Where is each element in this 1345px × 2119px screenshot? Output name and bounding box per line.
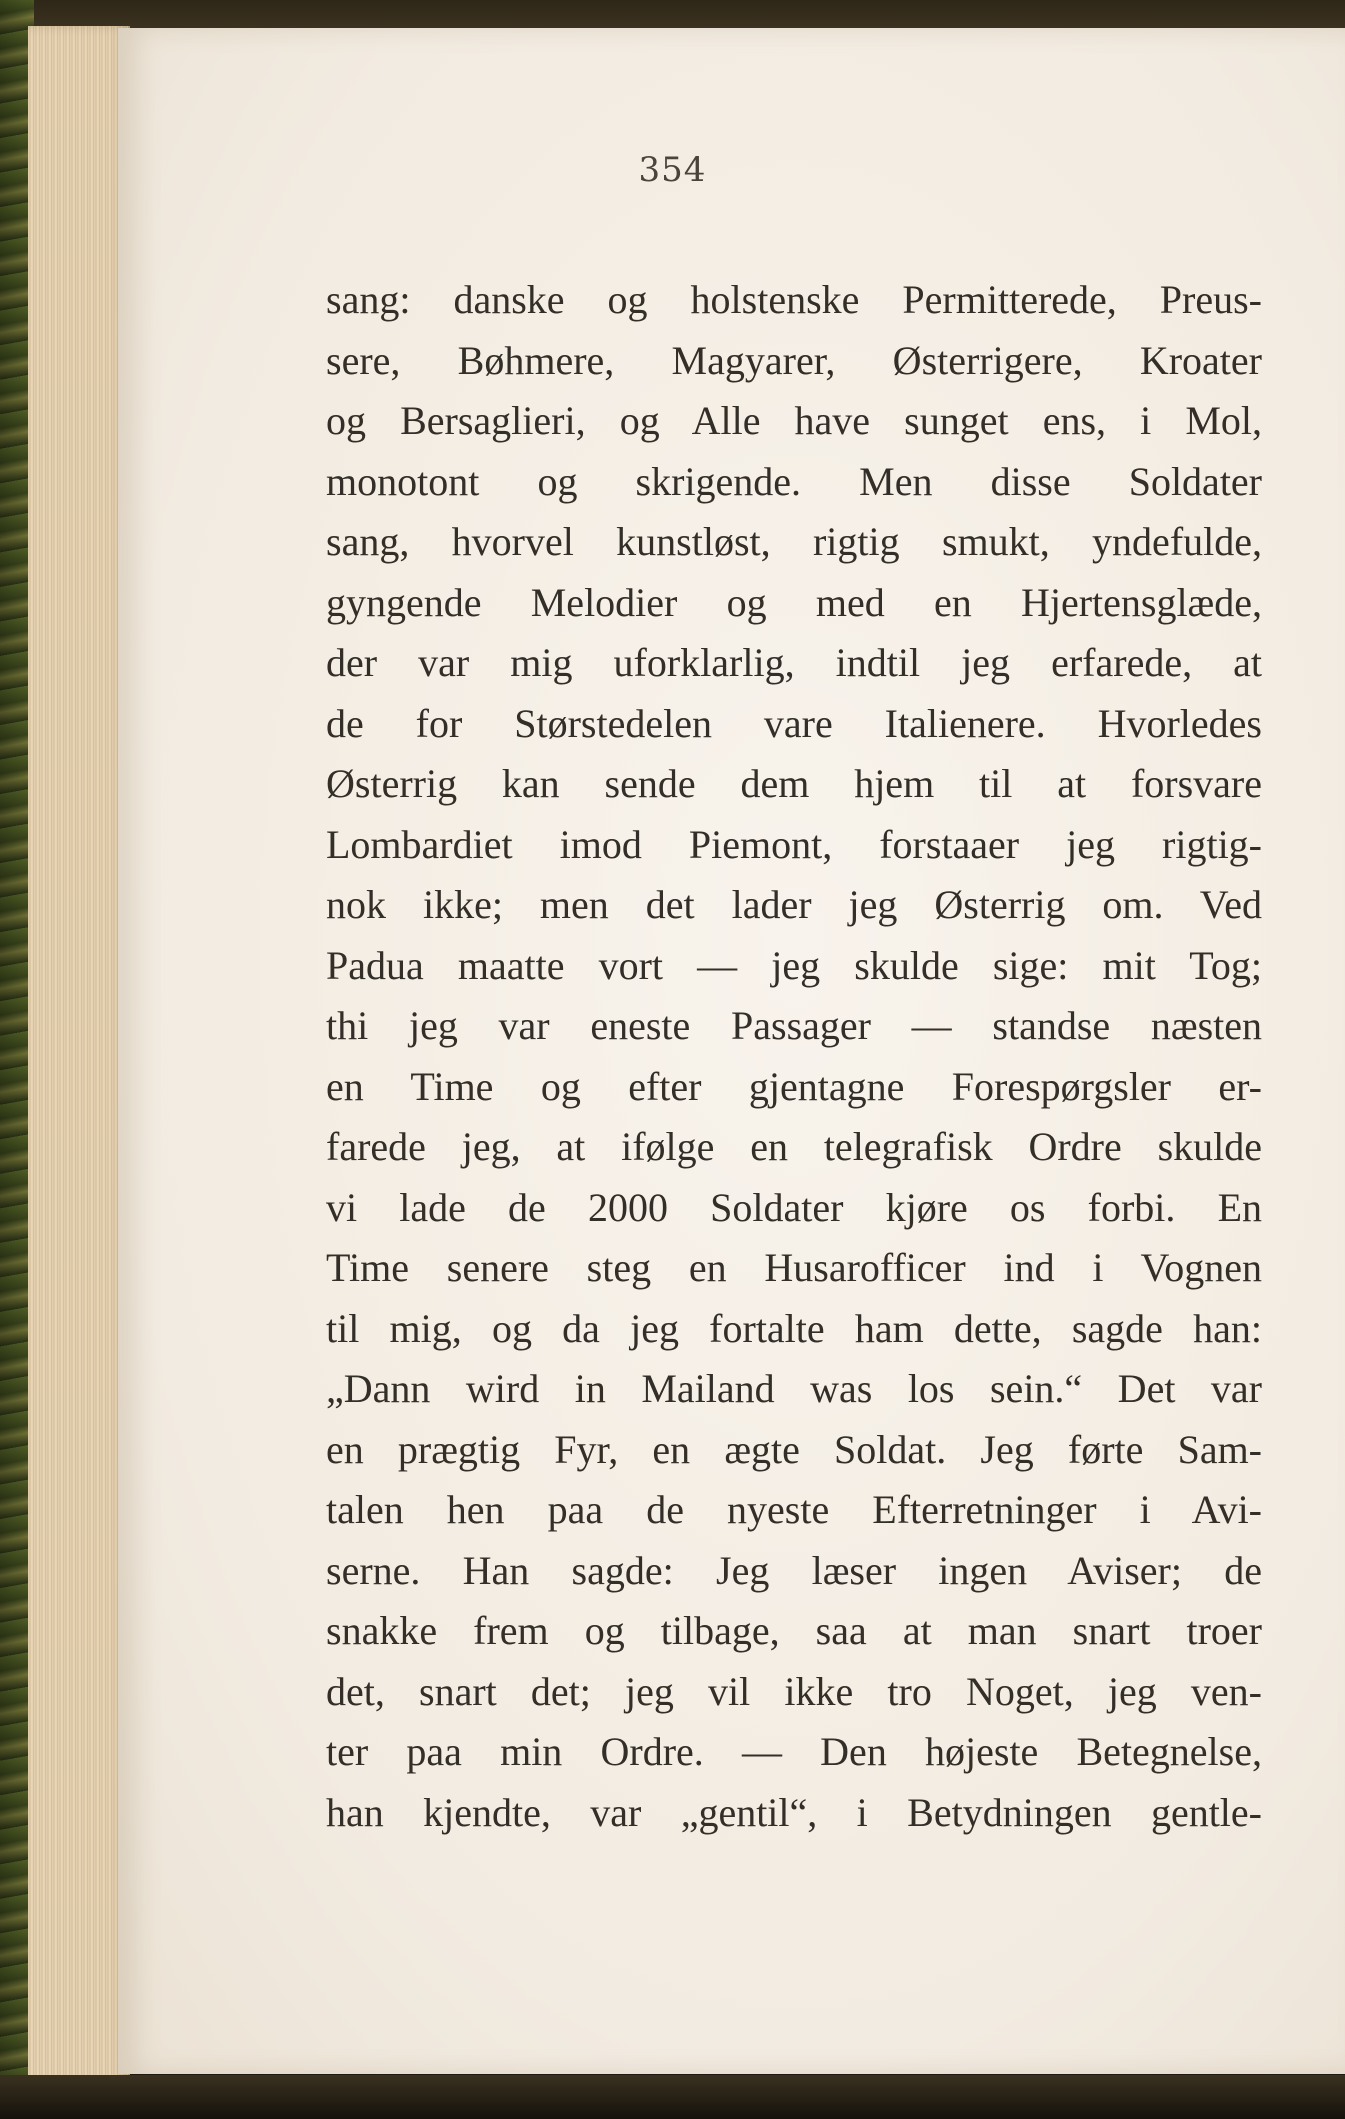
bottom-edge [0, 2075, 1345, 2119]
text-line: gyngende Melodier og med en Hjertensglæde, [326, 579, 1262, 625]
text-line: nok ikke; men det lader jeg Østerrig om. Ved [326, 882, 1262, 927]
page-stack-edges [28, 26, 130, 2086]
text-line: snakke frem og tilbage, saa at man snart troer [326, 1608, 1262, 1653]
text-line: til mig, og da jeg fortalte ham dette, sagde han: [326, 1305, 1262, 1351]
text-line: Padua maatte vort — jeg skulde sige: mit Tog; [326, 942, 1262, 988]
text-line: det, snart det; jeg vil ikke tro Noget, jeg ven- [326, 1668, 1262, 1714]
page-number: 354 [638, 150, 707, 190]
text-line: „Dann wird in Mailand was los sein.“ Det var [326, 1366, 1262, 1411]
text-line: monotont og skrigende. Men disse Soldater [326, 458, 1262, 504]
text-line: sang, hvorvel kunstløst, rigtig smukt, yndefulde, [326, 519, 1262, 564]
text-line: der var mig uforklarlig, indtil jeg erfarede, at [326, 640, 1262, 685]
text-line: Østerrig kan sende dem hjem til at forsvare [326, 761, 1262, 806]
page-text [326, 270, 1262, 1843]
text-line: ter paa min Ordre. — Den højeste Betegnelse, [326, 1729, 1262, 1774]
text-line: serne. Han sagde: Jeg læser ingen Aviser; de [326, 1547, 1262, 1593]
text-line: talen hen paa de nyeste Efterretninger i Avi- [326, 1487, 1262, 1532]
text-line: farede jeg, at ifølge en telegrafisk Ordre skulde [326, 1124, 1262, 1169]
text-line: sang: danske og holstenske Permitterede, Preus- [326, 277, 1262, 322]
text-line: thi jeg var eneste Passager — standse næsten [326, 1003, 1262, 1048]
text-line: vi lade de 2000 Soldater kjøre os forbi. En [326, 1184, 1262, 1230]
text-line: og Bersaglieri, og Alle have sunget ens, i Mol, [326, 398, 1262, 443]
text-line: de for Størstedelen vare Italienere. Hvorledes [326, 700, 1262, 746]
text-line: Lombardiet imod Piemont, forstaaer jeg rigtig- [326, 821, 1262, 867]
text-line: sere, Bøhmere, Magyarer, Østerrigere, Kroater [326, 337, 1262, 383]
text-line: en prægtig Fyr, en ægte Soldat. Jeg førte Sam- [326, 1426, 1262, 1472]
text-line: en Time og efter gjentagne Forespørgsler er- [326, 1063, 1262, 1109]
top-edge [0, 0, 1345, 28]
text-line: han kjendte, var „gentil“, i Betydningen gentle- [326, 1789, 1262, 1835]
text-line: Time senere steg en Husarofficer ind i Vognen [326, 1245, 1262, 1290]
